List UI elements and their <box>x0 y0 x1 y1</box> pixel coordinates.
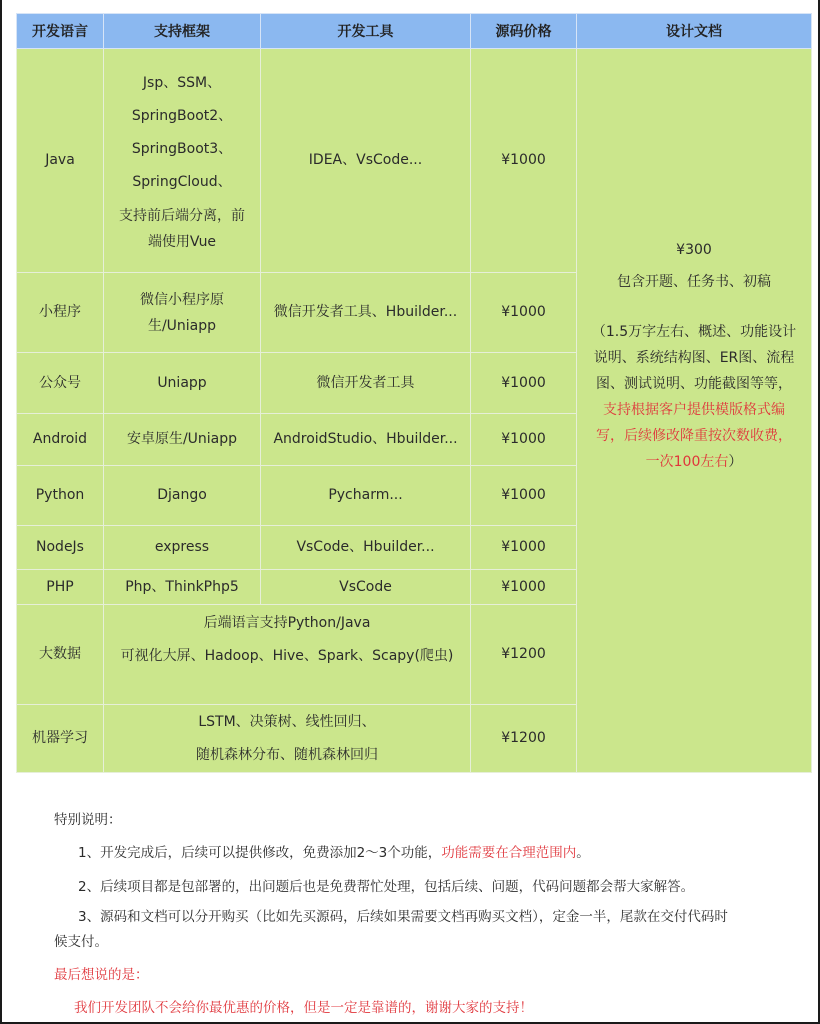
cell-tools: IDEA、VsCode... <box>261 49 471 273</box>
doc-detail-end: 一次100左右） <box>645 453 743 470</box>
header-design-doc: 设计文档 <box>577 14 812 49</box>
cell-language: 大数据 <box>17 605 104 705</box>
cell-tools: AndroidStudio、Hbuilder... <box>261 414 471 466</box>
doc-detail-line: 图、测试说明、功能截图等等， <box>596 375 792 392</box>
cell-language: 公众号 <box>17 353 104 414</box>
cell-price: ¥1000 <box>471 353 577 414</box>
header-framework: 支持框架 <box>104 14 261 49</box>
cell-framework <box>104 273 261 353</box>
framework-line: SpringBoot3、 <box>131 140 233 157</box>
cell-language: Python <box>17 466 104 526</box>
cell-tools: VsCode <box>261 570 471 605</box>
cell-merged-stack <box>104 605 471 705</box>
cell-tools: 微信开发者工具、Hbuilder... <box>261 273 471 353</box>
cell-framework: Php、ThinkPhp5 <box>104 570 261 605</box>
cell-price: ¥1000 <box>471 414 577 466</box>
cell-price: ¥1000 <box>471 273 577 353</box>
header-language: 开发语言 <box>17 14 104 49</box>
pricing-table <box>16 13 812 773</box>
cell-language: 机器学习 <box>17 705 104 773</box>
doc-includes: 包含开题、任务书、初稿 <box>617 273 771 290</box>
framework-line: 微信小程序原 <box>140 291 224 308</box>
cell-framework <box>104 49 261 273</box>
note-item-3: 3、源码和文档可以分开购买（比如先买源码，后续如果需要文档再购买文档），定金一半，尾款在交付代码时 <box>78 909 728 925</box>
cell-language: Android <box>17 414 104 466</box>
cell-framework: express <box>104 526 261 570</box>
cell-language: Java <box>17 49 104 273</box>
cell-framework: Uniapp <box>104 353 261 414</box>
framework-line: 生/Uniapp <box>147 317 217 334</box>
note-item-2: 2、后续项目都是包部署的，出问题后也是免费帮忙处理，包括后续、问题，代码问题都会帮大家解答。 <box>78 879 695 895</box>
framework-line: SpringBoot2、 <box>131 107 233 124</box>
cell-framework: Django <box>104 466 261 526</box>
framework-line: Jsp、SSM、 <box>142 74 222 91</box>
stack-line: 随机森林分布、随机森林回归 <box>196 746 378 763</box>
cell-price: ¥1200 <box>471 705 577 773</box>
final-title: 最后想说的是： <box>54 967 149 983</box>
cell-tools: 微信开发者工具 <box>261 353 471 414</box>
cell-framework: 安卓原生/Uniapp <box>104 414 261 466</box>
cell-price: ¥1000 <box>471 570 577 605</box>
table-header-row <box>17 14 812 49</box>
doc-detail-red: 支持根据客户提供模版格式编 <box>603 401 785 418</box>
header-tools: 开发工具 <box>261 14 471 49</box>
cell-language: NodeJs <box>17 526 104 570</box>
framework-line: 支持前后端分离，前 <box>119 207 245 224</box>
header-price: 源码价格 <box>471 14 577 49</box>
stack-line: 后端语言支持Python/Java <box>203 615 371 631</box>
cell-language: PHP <box>17 570 104 605</box>
doc-detail-red: 写，后续修改降重按次数收费， <box>596 427 792 444</box>
doc-price: ¥300 <box>676 241 712 258</box>
cell-language: 小程序 <box>17 273 104 353</box>
cell-price: ¥1000 <box>471 49 577 273</box>
cell-price: ¥1200 <box>471 605 577 705</box>
cell-tools: Pycharm... <box>261 466 471 526</box>
framework-line: 端使用Vue <box>147 233 217 250</box>
cell-tools: VsCode、Hbuilder... <box>261 526 471 570</box>
table-row <box>17 49 812 273</box>
notes-title: 特别说明： <box>54 812 122 828</box>
note-item-1: 1、开发完成后，后续可以提供修改，免费添加2～3个功能，功能需要在合理范围内。 <box>78 845 590 861</box>
stack-line: 可视化大屏、Hadoop、Hive、Spark、Scapy(爬虫) <box>120 648 454 664</box>
cell-price: ¥1000 <box>471 526 577 570</box>
doc-detail-line: 说明、系统结构图、ER图、流程 <box>593 349 795 366</box>
doc-detail-line: （1.5万字左右、概述、功能设计 <box>591 323 797 340</box>
cell-design-doc <box>577 49 812 773</box>
final-message: 我们开发团队不会给你最优惠的价格，但是一定是靠谱的，谢谢大家的支持！ <box>74 1000 533 1016</box>
note-item-3-cont: 候支付。 <box>54 934 108 950</box>
cell-price: ¥1000 <box>471 466 577 526</box>
stack-line: LSTM、决策树、线性回归、 <box>198 713 376 730</box>
framework-line: SpringCloud、 <box>132 173 232 190</box>
cell-merged-stack <box>104 705 471 773</box>
